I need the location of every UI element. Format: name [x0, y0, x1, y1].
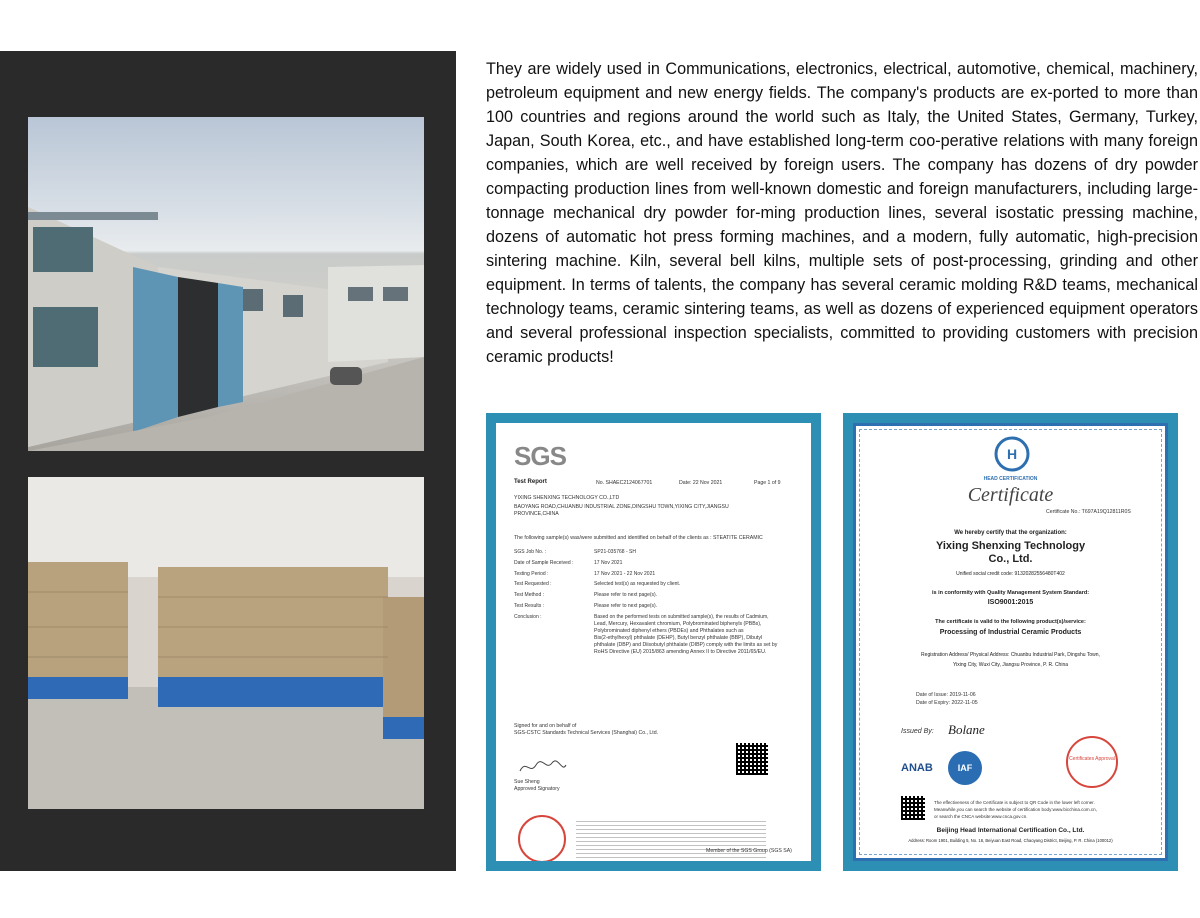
row-key: Date of Sample Received :: [514, 560, 574, 566]
report-number: No. SHAEC2124067701: [596, 480, 653, 486]
iso-certificate-frame: [843, 413, 1178, 871]
organization-name-line1: Yixing Shenxing Technology: [935, 540, 1086, 552]
sgs-logo: SGS: [514, 441, 566, 471]
report-title: Test Report: [514, 479, 547, 485]
company-description: They are widely used in Communications, electronics, electrical, automotive, chemical, machinery, petroleum equipment and new energy fields. The company's products are ex-ported to more than 100 countries and regions around the world such as Italy, the United States, Germany, Turkey, Japan, South Korea, etc., and have established long-term coo-perative relations with many foreign companies, which are well received by foreign users. The company has dozens of dry powder compacting production lines from well-known domestic and foreign manufacturers, including large-tonnage mechanical dry powder for-ming production lines, several isostatic pressing machine, dozens of automatic hot press forming machines, and a modern, fully automatic, high-precision sintering machine. Kiln, several bell kilns, multiple sets of post-processing, grinding and other equipment. In terms of talents, the company has several ceramic molding R&D teams, mechanical technology teams, ceramic sintering teams, as well as dozens of experienced equipment operators and several professional inspection specialists, committed to providing customers with precision ceramic products!: [486, 60, 1198, 366]
row-value: Selected test(s) as requested by client.: [594, 581, 681, 587]
row-value: Based on the performed tests on submitted sample(s), the results of Cadmium,: [594, 614, 769, 620]
head-certification-logo-icon: [994, 436, 1030, 472]
row-key: SGS Job No. :: [514, 549, 546, 555]
row-key: Test Method :: [514, 592, 545, 598]
qr-code-icon: [736, 743, 768, 775]
validity-note-line3: or search the CNCA website:www.cnca.gov.cn.: [934, 814, 1028, 819]
certificate-qr-code-icon: [901, 796, 925, 820]
client-address-line1: BAOYANG ROAD,CHUANBU INDUSTRIAL ZONE,DINGSHU TOWN,YIXING CITY,JIANGSU: [514, 504, 729, 510]
conclusion-line: phthalate (DBP) and Diisobutyl phthalate (DIBP) comply with the limits as set by: [594, 642, 778, 648]
date-of-issue: Date of Issue: 2019-11-06: [916, 692, 976, 698]
iaf-logo: IAF: [948, 751, 982, 785]
conclusion-line: RoHS Directive (EU) 2015/863 amending Annex II to Directive 2011/65/EU.: [594, 649, 767, 655]
signature-mark: [518, 757, 568, 777]
warehouse-photo: [28, 477, 424, 809]
report-page: Page 1 of 9: [754, 480, 781, 486]
sgs-report: [496, 423, 811, 861]
signed-for: Signed for and on behalf of: [514, 723, 577, 729]
row-key: Conclusion :: [514, 614, 542, 620]
signed-company: SGS-CSTC Standards Technical Services (Shanghai) Co., Ltd.: [514, 730, 659, 736]
row-key: Test Requested :: [514, 581, 552, 587]
conformity-statement: is in conformity with Quality Management System Standard:: [931, 590, 1090, 596]
client-company: YIXING SHENXING TECHNOLOGY CO.,LTD: [514, 495, 620, 501]
certificate-scope: Processing of Industrial Ceramic Products: [939, 629, 1082, 636]
certificate-title: Certificate: [967, 484, 1054, 506]
row-value: Please refer to next page(s).: [594, 603, 658, 609]
registration-address-line2: Yixing City, Wuxi City, Jiangsu Province, P. R. China: [952, 662, 1069, 668]
warehouse-pallets-image: [28, 477, 424, 809]
logo-banner: HEAD CERTIFICATION: [983, 476, 1038, 482]
client-address-line2: PROVINCE,CHINA: [514, 511, 559, 517]
conclusion-line: Bis(2-ethylhexyl) phthalate (DEHP), Butyl benzyl phthalate (BBP), Dibutyl: [594, 635, 763, 641]
sgs-report-frame: [486, 413, 821, 871]
row-value: 17 Nov 2021 - 22 Nov 2021: [594, 571, 656, 577]
signatory-name: Sue Sheng: [514, 779, 540, 785]
scope-intro: The certificate is valid to the following product(s)/service:: [935, 619, 1086, 625]
certificate-red-seal-icon: [1066, 736, 1118, 788]
conclusion-line: Polybrominated diphenyl ethers (PBDEs) and Phthalates such as: [594, 628, 744, 634]
validity-note-line1: The effectiveness of the Certificate is subject to QR Code in the lower left corner.: [934, 800, 1095, 805]
iso-certificate: [853, 423, 1168, 861]
left-panel: [0, 51, 456, 871]
registration-address-line1: Registration Address/ Physical Address: Chuanbu Industrial Park, Dingshu Town,: [921, 652, 1100, 658]
sgs-group-footer: Member of the SGS Group (SGS SA): [706, 848, 792, 854]
sample-note: The following sample(s) was/were submitted and identified on behalf of the clients as : STEATITE CERAMIC: [514, 535, 763, 541]
issuer-name: Beijing Head International Certification Co., Ltd.: [936, 827, 1085, 834]
conclusion-line: Lead, Mercury, Hexavalent chromium, Polybrominated biphenyls (PBBs),: [594, 621, 762, 627]
organization-name-line2: Co., Ltd.: [988, 553, 1033, 565]
report-date: Date: 22 Nov 2021: [679, 480, 723, 486]
certificate-number: Certificate No.: T697A19Q12811R0S: [1046, 509, 1131, 515]
factory-photo: [28, 117, 424, 451]
row-key: Testing Period :: [514, 571, 549, 577]
issuer-address: Address: Room 1901, Building 5, No. 18, Beiyuan East Road, Chaoyang District, Beijing, P. R. China (100012): [908, 838, 1113, 843]
factory-building-image: [28, 117, 424, 451]
date-of-expiry: Date of Expiry: 2022-11-05: [916, 700, 978, 706]
credit-code: Unified social credit code: 91320282556480T402: [956, 571, 1065, 577]
red-seal-icon: [518, 815, 566, 861]
row-value: 17 Nov 2021: [594, 560, 623, 566]
signatory-title: Approved Signatory: [514, 786, 560, 792]
row-value: SP21-035768 - SH: [594, 549, 636, 555]
issued-by-label: Issued By:: [901, 728, 934, 735]
row-value: Please refer to next page(s).: [594, 592, 658, 598]
seal-text: Certificates Approval: [1069, 756, 1115, 762]
row-key: Test Results :: [514, 603, 545, 609]
validity-note-line2: Meanwhile,you can search the website of certification body:www.bicchina.com.cn,: [934, 807, 1097, 812]
anab-logo: ANAB: [901, 762, 933, 774]
iso-standard: ISO9001:2015: [987, 599, 1034, 606]
svg-text:H: H: [1006, 446, 1018, 462]
issuer-signature: Bolane: [948, 722, 985, 737]
certify-statement: We hereby certify that the organization:: [954, 530, 1067, 536]
